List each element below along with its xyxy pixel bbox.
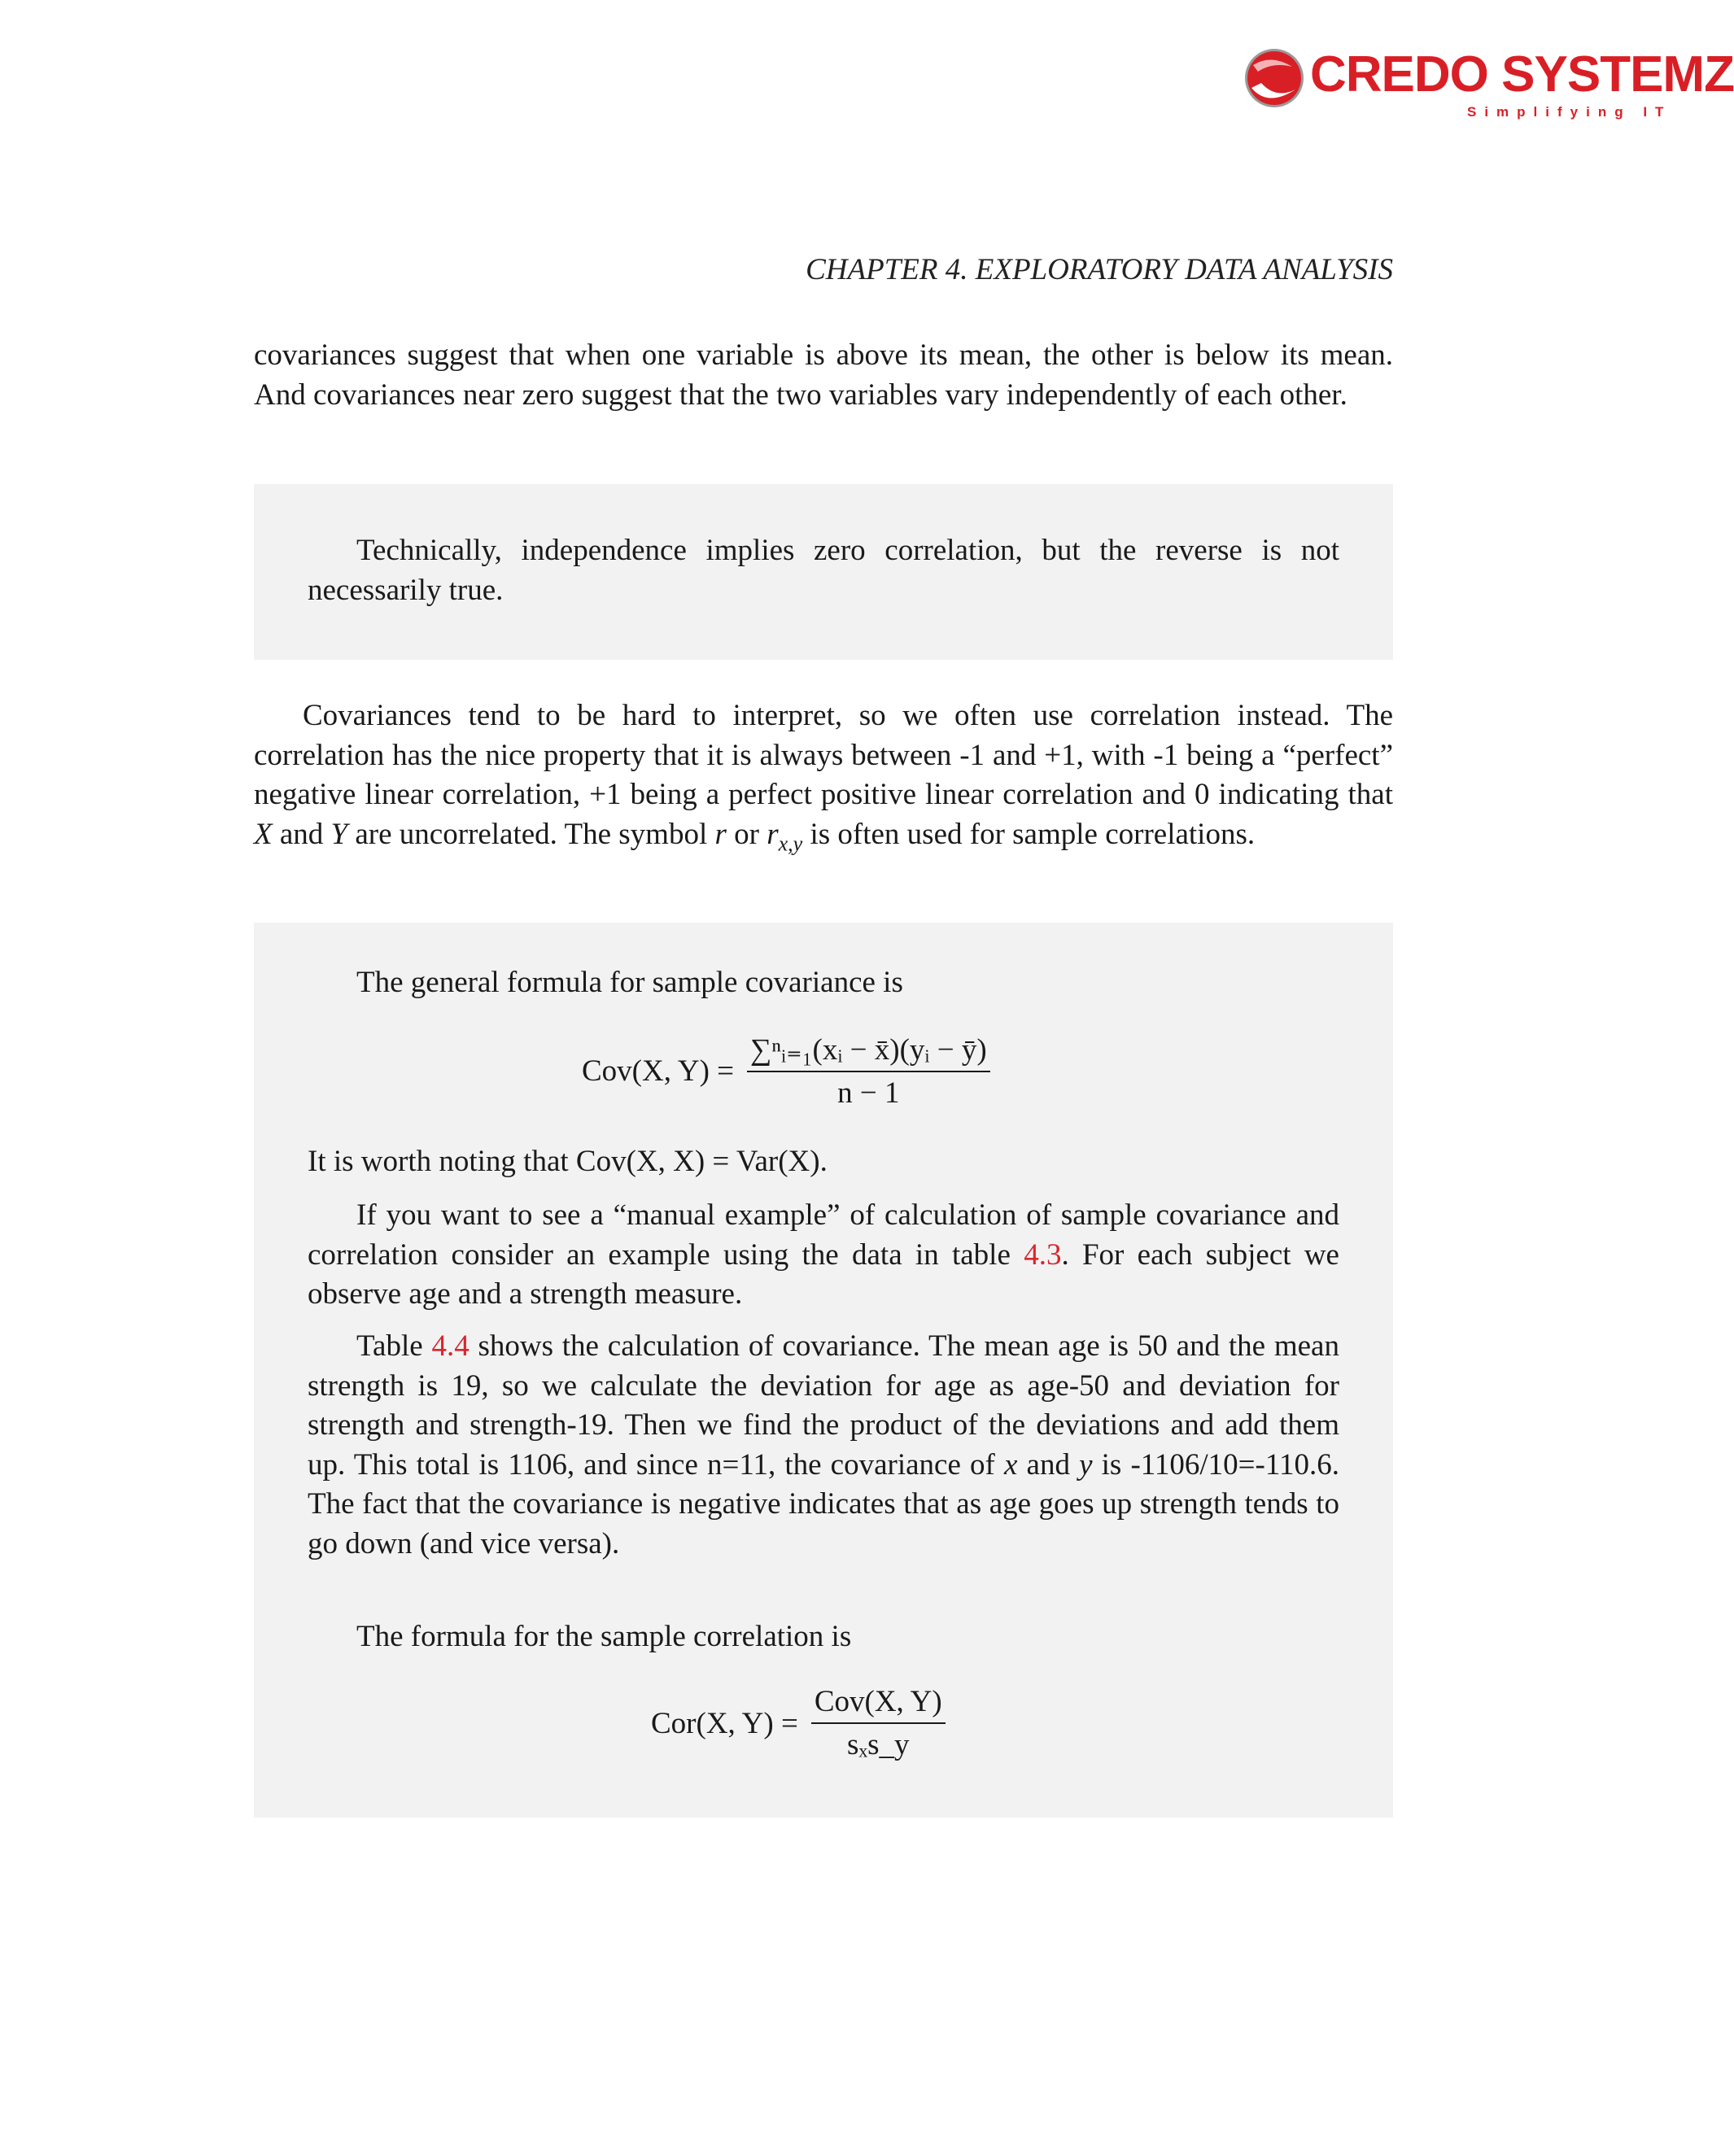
cov-note: It is worth noting that Cov(X, X) = Var(X).: [308, 1145, 828, 1178]
correlation-equation: [651, 1684, 946, 1762]
cor-numerator: Cov(X, Y): [811, 1684, 946, 1724]
logo-name: CREDO SYSTEMZ: [1310, 46, 1734, 103]
manual-example-paragraph: If you want to see a “manual example” of calculation of sample covariance and correlation consider an example using the data in table 4.3. For each subject we observe age and a strength measure.: [308, 1198, 1339, 1311]
logo-tagline: Simplifying IT: [1467, 104, 1672, 120]
correlation-paragraph: Covariances tend to be hard to interpret, so we often use correlation instead. The correlation has the nice property that it is always between -1 and +1, with -1 being a “perfect” negative linear correlation, +1 being a perfect positive linear correlation and 0 indicating that X and Y are uncorrelated. The symbol r or $r_{x,y}$ is often used for sample correlations.: [254, 699, 1393, 855]
cor-denominator: sₓs_y: [847, 1728, 910, 1761]
table-calc-paragraph: Table 4.4 shows the calculation of covariance. The mean age is 50 and the mean strength is 19, so we calculate the deviation for age as age-50 and deviation for strength and strength-19. Then we find the product of the deviations and add them up. This total is 1106, and since n=11, the covariance of x and y is -1106/10=-110.6. The fact that the covariance is negative indicates that as age goes up strength tends to go down (and vice versa).: [308, 1329, 1339, 1560]
note-box: [254, 484, 1393, 660]
company-logo: [1243, 44, 1734, 120]
table-link-4-3[interactable]: 4.3: [1024, 1237, 1062, 1272]
cor-lhs: Cor(X, Y) =: [651, 1706, 798, 1740]
covariance-equation: [582, 1032, 990, 1111]
cov-lhs: Cov(X, Y) =: [582, 1054, 735, 1088]
cov-numerator: ∑ⁿᵢ₌₁(xᵢ − x̄)(yᵢ − ȳ): [747, 1032, 990, 1072]
table-link-4-4[interactable]: 4.4: [431, 1329, 470, 1363]
cor-fraction: [811, 1684, 946, 1762]
chapter-header: CHAPTER 4. EXPLORATORY DATA ANALYSIS: [806, 253, 1393, 286]
cov-intro: The general formula for sample covariance is: [356, 966, 903, 999]
note-text: Technically, independence implies zero correlation, but the reverse is not necessarily true.: [308, 534, 1339, 607]
cor-intro: The formula for the sample correlation is: [356, 1620, 852, 1653]
intro-paragraph: covariances suggest that when one variable is above its mean, the other is below its mean. And covariances near zero suggest that the two variables vary independently of each other.: [254, 338, 1393, 412]
cov-denominator: n − 1: [837, 1076, 900, 1110]
cov-fraction: [747, 1032, 990, 1111]
logo-swirl-icon: [1243, 47, 1305, 109]
formula-box: [254, 923, 1393, 1818]
